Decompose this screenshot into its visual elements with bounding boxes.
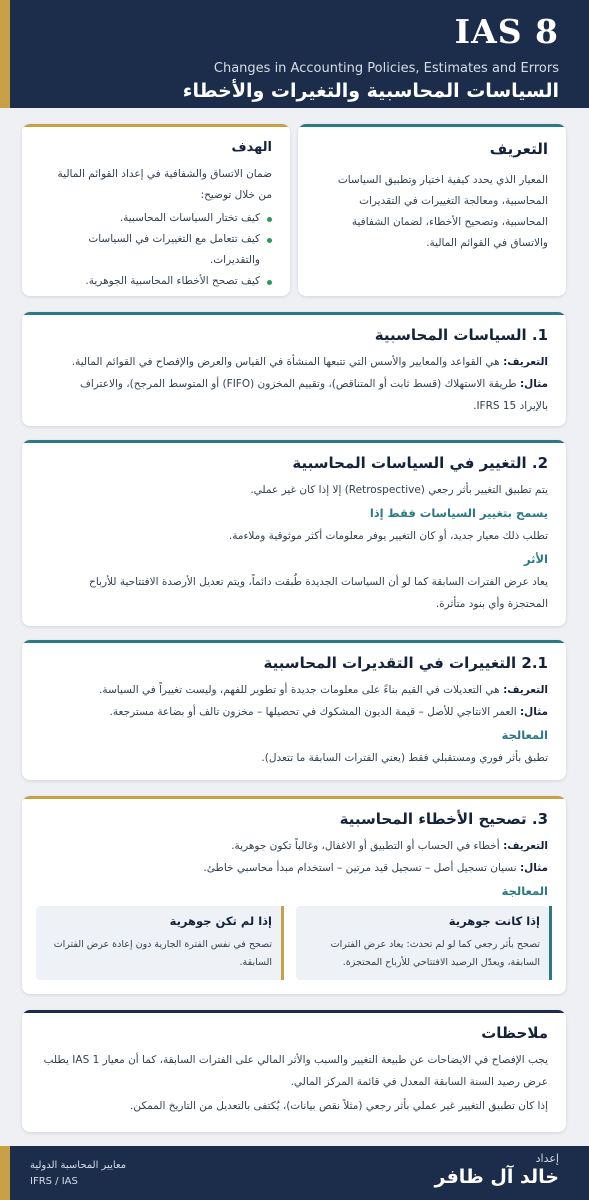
page-footer <box>0 1146 589 1200</box>
policy-change-effect-heading: الأثر <box>524 552 548 566</box>
immaterial-text-1: تصحح في نفس الفترة الجارية دون إعادة عرض الفترات <box>53 939 272 950</box>
goal-line-2: من خلال توضيح: <box>200 189 272 201</box>
org-name-en: IFRS / IAS <box>30 1176 78 1187</box>
definition-line-3: المحاسبية، وتصحيح الأخطاء، لضمان الشفافية <box>351 216 548 228</box>
list-item: كيف تتعامل مع التغييرات في السياسات <box>85 229 272 250</box>
notes-line-1: يجب الإفصاح في الايضاحات عن طبيعة التغيير والسبب والأثر المالي على الفترات السابقة، كما أن معيار IAS 1 يطلب <box>43 1054 548 1066</box>
definition-line-4: والاتساق في القوائم المالية. <box>426 237 548 249</box>
definition-card <box>298 124 566 296</box>
policies-example-cont: بالإيراد IFRS 15. <box>473 400 548 412</box>
bullet-dot-icon <box>267 238 272 243</box>
estimates-example: مثال: العمر الانتاجي للأصل – قيمة الديون المشكوك في تحصيلها – مخزون تالف أو بضاعة مسترجعة. <box>109 706 548 718</box>
policies-example: مثال: طريقة الاستهلاك (قسط ثابت أو المتناقص)، وتقييم المخزون (FIFO) أو المتوسط المرجح)، والاعتراف <box>79 378 548 390</box>
estimates-card-accent <box>22 640 566 643</box>
goal-line-1: ضمان الاتساق والشفافية في إعداد القوائم المالية <box>57 168 272 180</box>
author-name: خالد آل ظافر <box>434 1166 559 1188</box>
definition-line-2: المحاسبية، ومعالجة التغييرات في التقديرات <box>359 195 548 207</box>
policy-change-title: 2. التغيير في السياسات المحاسبية <box>292 454 548 472</box>
policies-definition: التعريف: هي القواعد والمعايير والأسس التي تتبعها المنشأة في القياس والعرض والإفصاح في القوائم المالية. <box>71 356 548 368</box>
list-item: كيف تختار السياسات المحاسبية. <box>85 208 272 229</box>
errors-title: 3. تصحيح الأخطاء المحاسبية <box>339 810 548 828</box>
policy-change-condition-heading: يسمح بتغيير السياسات فقط إذا <box>369 506 548 520</box>
standard-title-ar: السياسات المحاسبية والتغيرات والأخطاء <box>182 80 559 102</box>
prepared-by-label: إعداد <box>535 1152 559 1165</box>
list-item: كيف تصحح الأخطاء المحاسبية الجوهرية. <box>85 271 272 292</box>
notes-line-2: عرض رصيد السنة السابقة المعدل في قائمة المركز المالي. <box>290 1076 548 1088</box>
page-header <box>0 0 589 108</box>
estimates-title: 2.1 التغييرات في التقديرات المحاسبية <box>263 654 548 672</box>
goal-card-accent <box>22 124 290 127</box>
immaterial-box-edge <box>281 906 284 980</box>
immaterial-text-2: السابقة. <box>239 957 272 968</box>
notes-card-accent <box>22 1010 566 1013</box>
goal-bullet-list <box>85 208 272 292</box>
notes-title: ملاحظات <box>481 1024 548 1042</box>
policy-change-card-accent <box>22 440 566 443</box>
standard-title-en: Changes in Accounting Policies, Estimates and Errors <box>213 61 559 76</box>
errors-example: مثال: نسيان تسجيل أصل – تسجيل قيد مرتين – استخدام مبدأ محاسبي خاطئ. <box>203 862 548 874</box>
material-box-edge <box>549 906 552 980</box>
bullet-dot-icon <box>267 280 272 285</box>
standard-code: IAS 8 <box>454 12 559 51</box>
estimates-card <box>22 640 566 780</box>
goal-card <box>22 124 290 296</box>
policies-card <box>22 312 566 426</box>
estimates-definition: التعريف: هي التعديلات في القيم بناءً على معلومات جديدة أو تطوير للفهم، وليست تغييراً في السياسة. <box>99 684 548 696</box>
policies-title: 1. السياسات المحاسبية <box>374 326 548 344</box>
list-item: والتقديرات. <box>209 254 260 266</box>
immaterial-title: إذا لم تكن جوهرية <box>169 914 272 928</box>
definition-card-accent <box>298 124 566 127</box>
notes-card <box>22 1010 566 1132</box>
policy-change-line-3: يعاد عرض الفترات السابقة كما لو أن السياسات الجديدة طُبقت دائماً، ويتم تعديل الأرصدة الافتتاحية للأرباح <box>89 576 548 588</box>
material-title: إذا كانت جوهرية <box>448 914 540 928</box>
policy-change-line-1: يتم تطبيق التغيير بأثر رجعي (Retrospective) إلا إذا كان غير عملي. <box>250 484 548 496</box>
bullet-dot-icon <box>267 217 272 222</box>
header-accent-bar <box>0 0 10 108</box>
notes-line-3: إذا كان تطبيق التغيير غير عملي بأثر رجعي (مثلاً نقص بيانات)، يُكتفى بالتعديل من التاريخ الممكن. <box>129 1100 548 1112</box>
org-name-ar: معايير المحاسبة الدولية <box>30 1160 127 1171</box>
material-text-2: السابقة، ويعدّل الرصيد الافتتاحي للأرباح المحتجزة. <box>342 957 540 968</box>
estimates-treatment-heading: المعالجة <box>501 728 548 742</box>
footer-accent-bar <box>0 1146 10 1200</box>
errors-treatment-heading: المعالجة <box>501 884 548 898</box>
material-error-box <box>296 906 552 980</box>
immaterial-error-box <box>36 906 284 980</box>
policy-change-line-2: تطلب ذلك معيار جديد، أو كان التغيير يوفر معلومات أكثر موثوقية وملاءمة. <box>228 530 548 542</box>
errors-card-accent <box>22 796 566 799</box>
policies-card-accent <box>22 312 566 315</box>
definition-line-1: المعيار الذي يحدد كيفية اختيار وتطبيق السياسات <box>337 174 548 186</box>
goal-title: الهدف <box>231 140 272 155</box>
errors-definition: التعريف: أخطاء في الحساب أو التطبيق أو الاغفال، وغالباً تكون جوهرية. <box>231 840 548 852</box>
errors-card <box>22 796 566 994</box>
policy-change-card <box>22 440 566 626</box>
material-text-1: تصحح بأثر رجعي كما لو لم تحدث: يعاد عرض الفترات <box>330 939 540 950</box>
policy-change-line-4: المحتجزة وأي بنود متأثرة. <box>435 598 548 610</box>
definition-title: التعريف <box>489 140 548 158</box>
estimates-treatment: تطبق بأثر فوري ومستقبلي فقط (يعني الفترات السابقة ما تتعدل). <box>261 752 548 764</box>
